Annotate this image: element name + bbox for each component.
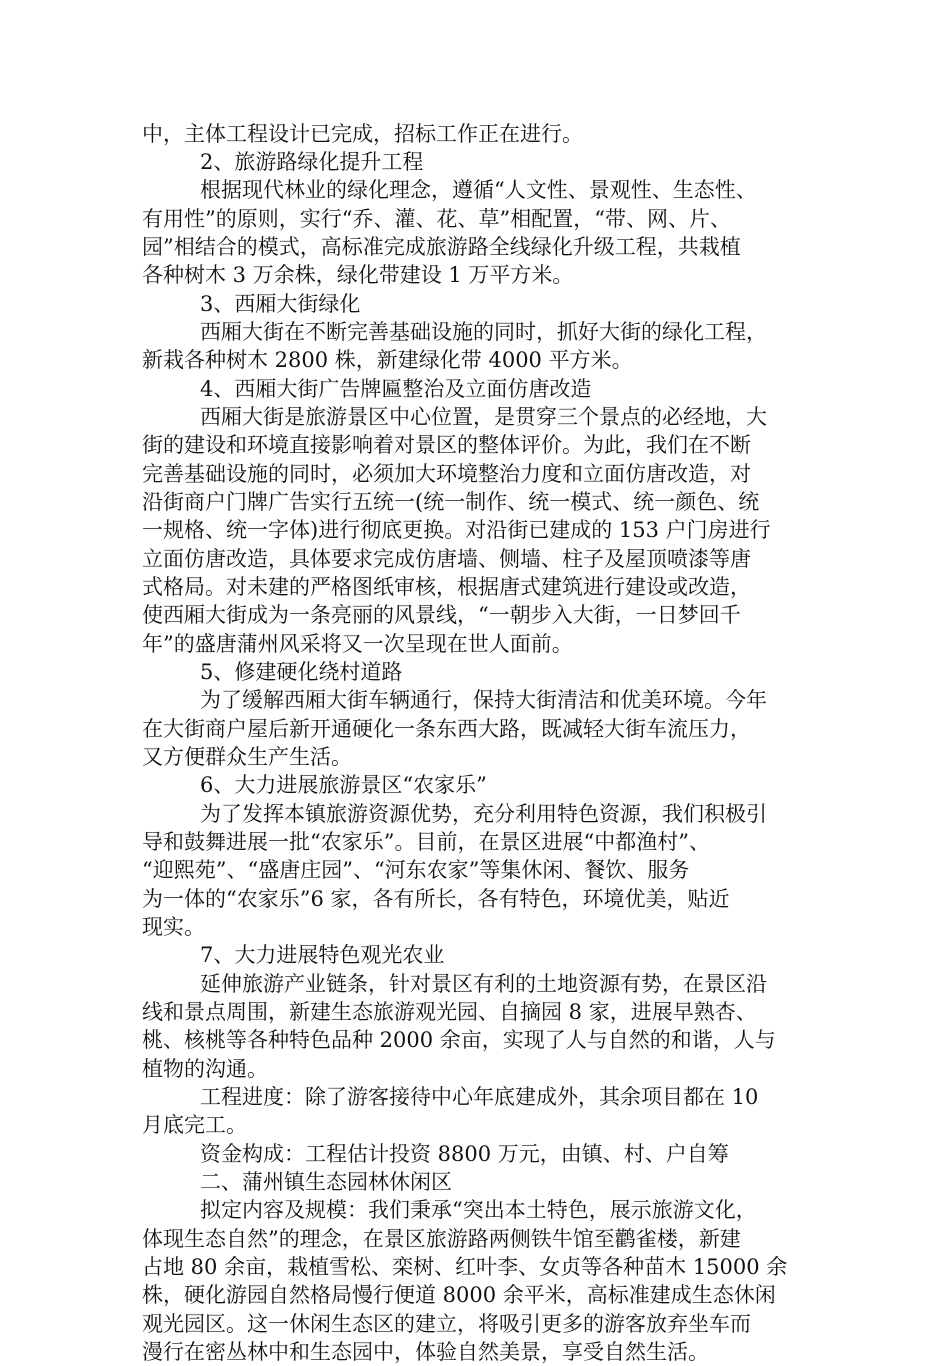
paragraph-first-line: 为了缓解西厢大街车辆通行，保持大街清洁和优美环境。今年	[200, 688, 767, 712]
text-line: 立面仿唐改造，具体要求完成仿唐墙、侧墙、柱子及屋顶喷漆等唐	[142, 547, 751, 571]
paragraph-first-line: 为了发挥本镇旅游资源优势，充分利用特色资源，我们积极引	[200, 802, 767, 826]
text-line: 导和鼓舞进展一批“农家乐”。目前，在景区进展“中都渔村”、	[142, 830, 710, 854]
text-line: 新栽各种树木 2800 株，新建绿化带 4000 平方米。	[142, 348, 633, 372]
text-line: 各种树木 3 万余株，绿化带建设 1 万平方米。	[142, 263, 574, 287]
text-line: 中，主体工程设计已完成，招标工作正在进行。	[142, 122, 583, 146]
text-line: 月底完工。	[142, 1113, 247, 1137]
section-heading: 6、大力进展旅游景区“农家乐”	[200, 773, 487, 797]
section-heading: 3、西厢大街绿化	[200, 292, 361, 316]
paragraph-first-line: 西厢大街在不断完善基础设施的同时，抓好大街的绿化工程，	[200, 320, 767, 344]
text-line: 植物的沟通。	[142, 1057, 268, 1081]
text-line: 有用性”的原则，实行“乔、灌、花、草”相配置，“带、网、片、	[142, 207, 731, 231]
text-line: 在大街商户屋后新开通硬化一条东西大路，既减轻大街车流压力，	[142, 717, 751, 741]
text-line: 使西厢大街成为一条亮丽的风景线，“一朝步入大街，一日梦回千	[142, 603, 741, 627]
section-heading: 7、大力进展特色观光农业	[200, 943, 445, 967]
text-line: 占地 80 余亩，栽植雪松、栾树、红叶李、女贞等各种苗木 15000 余	[142, 1255, 788, 1279]
text-line: 线和景点周围，新建生态旅游观光园、自摘园 8 家，进展早熟杏、	[142, 1000, 757, 1024]
paragraph-first-line: 资金构成：工程估计投资 8800 万元，由镇、村、户自筹	[200, 1142, 729, 1166]
section-heading: 二、蒲州镇生态园林休闲区	[200, 1170, 452, 1194]
paragraph-first-line: 西厢大街是旅游景区中心位置，是贯穿三个景点的必经地，大	[200, 405, 767, 429]
text-line: “迎熙苑”、“盛唐庄园”、“河东农家”等集休闲、餐饮、服务	[142, 858, 690, 882]
text-line: 又方便群众生产生活。	[142, 745, 352, 769]
text-line: 式格局。对未建的严格图纸审核，根据唐式建筑进行建设或改造，	[142, 575, 751, 599]
paragraph-first-line: 拟定内容及规模：我们秉承“突出本土特色，展示旅游文化，	[200, 1198, 757, 1222]
text-line: 漫行在密丛林中和生态园中，体验自然美景，享受自然生活。	[142, 1340, 709, 1364]
text-line: 园”相结合的模式，高标准完成旅游路全线绿化升级工程，共栽植	[142, 235, 741, 259]
text-line: 一规格、统一字体)进行彻底更换。对沿街已建成的 153 户门房进行	[142, 518, 771, 542]
section-heading: 5、修建硬化绕村道路	[200, 660, 403, 684]
section-heading: 4、西厢大街广告牌匾整治及立面仿唐改造	[200, 377, 592, 401]
text-line: 街的建设和环境直接影响着对景区的整体评价。为此，我们在不断	[142, 433, 751, 457]
text-line: 株，硬化游园自然格局慢行便道 8000 余平米，高标准建成生态休闲	[142, 1283, 776, 1307]
text-line: 完善基础设施的同时，必须加大环境整治力度和立面仿唐改造，对	[142, 462, 751, 486]
text-line: 为一体的“农家乐”6 家，各有所长，各有特色，环境优美，贴近	[142, 887, 730, 911]
text-line: 体现生态自然”的理念，在景区旅游路两侧铁牛馆至鹳雀楼，新建	[142, 1227, 741, 1251]
text-line: 观光园区。这一休闲生态区的建立，将吸引更多的游客放弃坐车而	[142, 1312, 751, 1336]
section-heading: 2、旅游路绿化提升工程	[200, 150, 424, 174]
text-line: 沿街商户门牌广告实行五统一(统一制作、统一模式、统一颜色、统	[142, 490, 760, 514]
paragraph-first-line: 工程进度：除了游客接待中心年底建成外，其余项目都在 10	[200, 1085, 759, 1109]
paragraph-first-line: 延伸旅游产业链条，针对景区有利的土地资源有势，在景区沿	[200, 972, 767, 996]
paragraph-first-line: 根据现代林业的绿化理念，遵循“人文性、景观性、生态性、	[200, 178, 757, 202]
text-line: 年”的盛唐蒲州风采将又一次呈现在世人面前。	[142, 632, 573, 656]
text-line: 桃、核桃等各种特色品种 2000 余亩，实现了人与自然的和谐，人与	[142, 1028, 776, 1052]
text-line: 现实。	[142, 915, 205, 939]
